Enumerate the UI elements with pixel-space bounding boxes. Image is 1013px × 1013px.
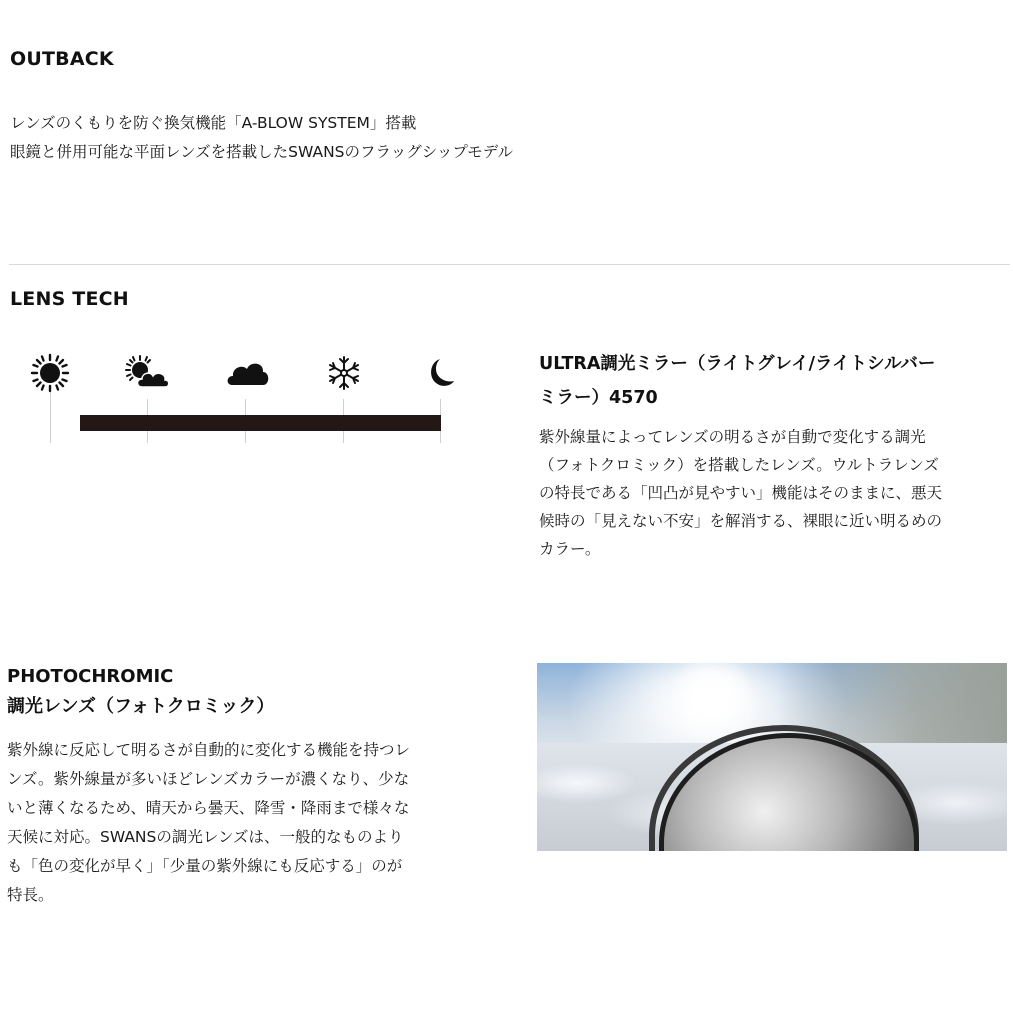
lens-description-line: 紫外線量によってレンズの明るさが自動で変化する調光 [539,428,926,446]
lens-range-bar [80,415,441,431]
lens-name-line: ミラー）4570 [539,388,658,408]
section-divider [9,264,1010,265]
sun-icon [30,353,70,393]
product-description-line: 眼鏡と併用可能な平面レンズを搭載したSWANSのフラッグシップモデル [10,143,513,161]
weather-scale [20,345,480,455]
goggle-photo [537,663,1007,851]
lens-description [539,423,942,563]
photochromic-description-line: 特長。 [7,886,54,904]
lens-description-line: （フォトクロミック）を搭載したレンズ。ウルトラレンズ [539,456,939,474]
moon-icon [420,353,460,393]
partly-cloudy-icon [122,353,174,393]
lens-description-line: カラー。 [539,540,601,558]
photochromic-description-line: 天候に対応。SWANSの調光レンズは、一般的なものより [7,828,404,846]
photochromic-description-line: 紫外線に反応して明るさが自動的に変化する機能を持つレ [7,741,411,759]
lens-description-line: の特長である「凹凸が見やすい」機能はそのままに、悪天 [539,484,943,502]
lens-name [539,347,935,415]
product-title: OUTBACK [10,48,114,70]
product-description [10,109,513,167]
scale-tick [50,389,51,443]
photochromic-description [7,736,410,910]
photochromic-title-ja: 調光レンズ（フォトクロミック） [7,696,275,717]
photochromic-description-line: ンズ。紫外線量が多いほどレンズカラーが濃くなり、少な [7,770,410,788]
photochromic-description-line: いと薄くなるため、晴天から曇天、降雪・降雨まで様々な [7,799,410,817]
cloud-icon [226,355,270,395]
photochromic-description-line: も「色の変化が早く」「少量の紫外線にも反応する」のが [7,857,403,875]
lens-tech-title: LENS TECH [10,288,129,310]
product-description-line: レンズのくもりを防ぐ換気機能「A-BLOW SYSTEM」搭載 [10,114,417,132]
snowflake-icon [324,353,364,393]
photochromic-title-en: PHOTOCHROMIC [7,666,174,687]
lens-description-line: 候時の「見えない不安」を解消する、裸眼に近い明るめの [539,512,943,530]
photochromic-heading [7,662,274,722]
lens-name-line: ULTRA調光ミラー（ライトグレイ/ライトシルバー [539,354,936,374]
